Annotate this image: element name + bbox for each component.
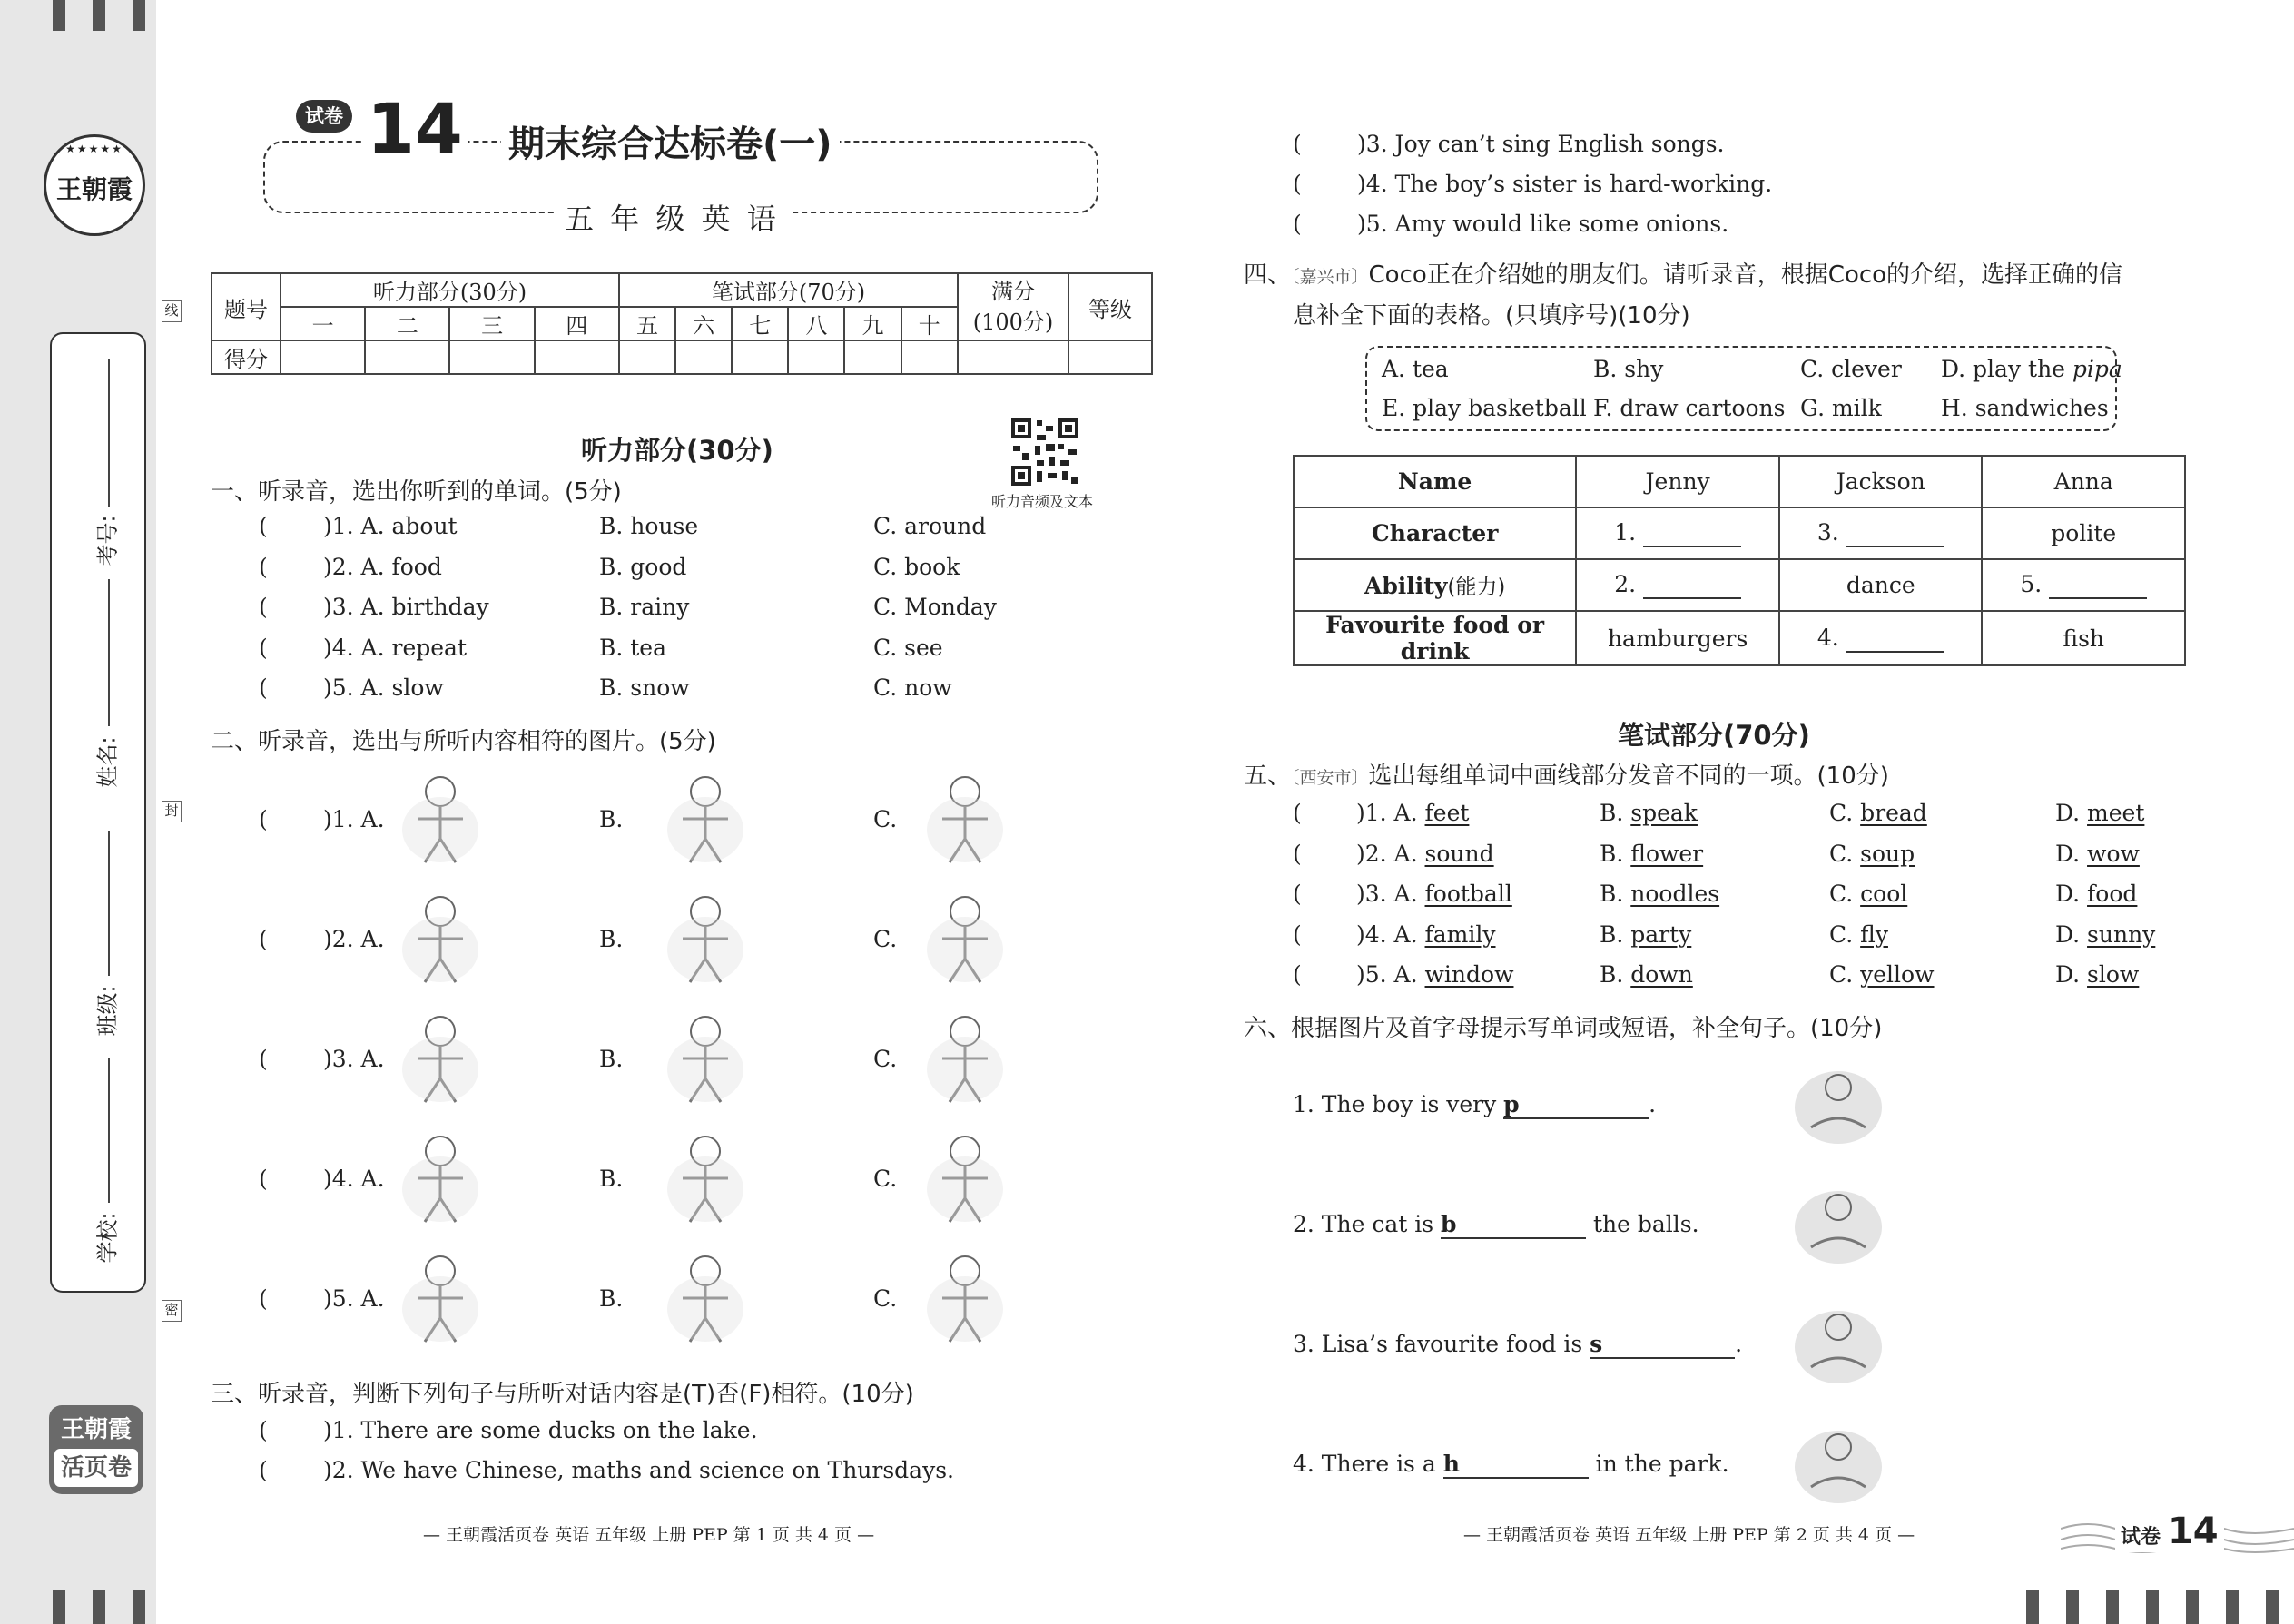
- blank-2[interactable]: 2.: [1576, 559, 1779, 611]
- fill-sentence: 4. There is a h in the park.: [1293, 1451, 1729, 1477]
- phonics-option: )5. A. window: [1356, 961, 1514, 988]
- girl-piano-picture[interactable]: [390, 766, 490, 866]
- phonics-option: C. cool: [1829, 881, 1908, 907]
- option-f: F. draw cartoons: [1593, 395, 1786, 421]
- anna-character: polite: [1982, 507, 2185, 559]
- option-a: )4. A. repeat: [323, 634, 467, 661]
- phonics-option: C. bread: [1829, 800, 1927, 826]
- tf-statement: )4. The boy’s sister is hard-working.: [1357, 171, 1773, 197]
- answer-paren[interactable]: (: [259, 553, 268, 580]
- girl-cake-picture[interactable]: [915, 766, 1015, 866]
- col-5: 五: [619, 307, 675, 340]
- phonics-word: speak: [1630, 800, 1698, 826]
- full-score-cell: 满分 (100分): [958, 273, 1068, 340]
- phonics-option: C. yellow: [1829, 961, 1935, 988]
- seal-mark-seal: 封: [162, 801, 182, 822]
- seal-mark-secret: 密: [162, 1300, 182, 1322]
- anna-food: fish: [1982, 611, 2185, 665]
- boy-kungfu-picture[interactable]: [390, 1245, 490, 1345]
- option-e: E. play basketball: [1382, 395, 1587, 421]
- answer-paren[interactable]: (: [1293, 881, 1302, 907]
- tree-house-right-picture[interactable]: [915, 886, 1015, 986]
- answer-paren[interactable]: (: [259, 1285, 268, 1312]
- col-9: 九: [844, 307, 901, 340]
- number-label: 考号:: [94, 515, 121, 566]
- phonics-option: B. down: [1600, 961, 1693, 988]
- phonics-word: sound: [1424, 840, 1494, 867]
- th-anna: Anna: [1982, 456, 2185, 507]
- jackson-ability: dance: [1779, 559, 1983, 611]
- option-a-label: )3. A.: [323, 1046, 385, 1072]
- option-b-label: B.: [599, 806, 624, 832]
- boy-pingpong-picture[interactable]: [915, 1245, 1015, 1345]
- footer-right: — 王朝霞活页卷 英语 五年级 上册 PEP 第 2 页 共 4 页 —: [1463, 1525, 1915, 1545]
- option-b: B. snow: [599, 674, 690, 701]
- name-label: 姓名:: [94, 736, 121, 788]
- boy-eating-picture[interactable]: [655, 1126, 755, 1225]
- listening-heading: 听力部分(30分): [581, 435, 773, 466]
- phonics-word: wow: [2087, 840, 2140, 867]
- paper-title: 期末综合达标卷(一): [501, 115, 840, 167]
- answer-paren[interactable]: (: [259, 1046, 268, 1072]
- qr-code-icon[interactable]: [1009, 417, 1080, 487]
- answer-paren[interactable]: (: [259, 1417, 268, 1443]
- phonics-option: D. slow: [2055, 961, 2140, 988]
- option-c: C. see: [873, 634, 943, 661]
- answer-paren[interactable]: (: [1293, 800, 1302, 826]
- option-g: G. milk: [1800, 395, 1882, 421]
- brand-badge: 王朝霞 活页卷: [49, 1405, 143, 1494]
- option-a: )2. A. food: [323, 553, 442, 580]
- option-a: )5. A. slow: [323, 674, 444, 701]
- phonics-word: yellow: [1860, 961, 1935, 988]
- th-jenny: Jenny: [1576, 456, 1779, 507]
- phonics-word: slow: [2087, 961, 2140, 988]
- phonics-word: sunny: [2087, 920, 2156, 948]
- answer-paren[interactable]: (: [259, 1457, 268, 1483]
- phonics-option: D. wow: [2055, 840, 2140, 867]
- phonics-option: C. fly: [1829, 920, 1888, 948]
- school-label: 学校:: [94, 1212, 121, 1264]
- tree-house-left-picture[interactable]: [390, 886, 490, 986]
- score-blank[interactable]: [281, 340, 365, 374]
- score-table: [211, 272, 1153, 375]
- option-a-label: )4. A.: [323, 1166, 385, 1192]
- answer-paren[interactable]: (: [1293, 961, 1302, 988]
- answer-blank[interactable]: p: [1503, 1091, 1649, 1119]
- answer-blank[interactable]: b: [1441, 1211, 1586, 1239]
- option-b-label: B.: [599, 1285, 624, 1312]
- footer-badge: 试卷 14: [2115, 1511, 2224, 1552]
- woman-teacher-picture[interactable]: [915, 1126, 1015, 1225]
- option-c-label: C.: [873, 1046, 898, 1072]
- phonics-word: meet: [2087, 800, 2145, 826]
- phonics-word: window: [1424, 961, 1514, 988]
- section-4-title-1: 四、〔嘉兴市〕Coco正在介绍她的朋友们。请听录音，根据Coco的介绍，选择正确的信: [1244, 261, 2123, 289]
- fill-sentence: 1. The boy is very p .: [1293, 1091, 1657, 1117]
- th-name: Name: [1294, 456, 1576, 507]
- col-2: 二: [365, 307, 449, 340]
- seal-mark-line: 线: [162, 300, 182, 322]
- option-b: B. tea: [599, 634, 667, 661]
- col-3: 三: [449, 307, 534, 340]
- option-c-label: C.: [873, 806, 898, 832]
- phonics-word: bread: [1860, 800, 1927, 826]
- col-6: 六: [675, 307, 732, 340]
- option-b-label: B.: [599, 1046, 624, 1072]
- answer-paren[interactable]: (: [259, 926, 268, 952]
- phonics-option: B. flower: [1600, 840, 1704, 867]
- option-c: C. around: [873, 513, 987, 539]
- phonics-word: food: [2087, 881, 2138, 907]
- answer-paren[interactable]: (: [259, 806, 268, 832]
- phonics-option: B. speak: [1600, 800, 1698, 826]
- phonics-option: B. noodles: [1600, 881, 1720, 907]
- option-a-label: )1. A.: [323, 806, 385, 832]
- option-c: C. clever: [1800, 356, 1902, 382]
- option-b: B. house: [599, 513, 699, 539]
- col-8: 八: [788, 307, 844, 340]
- logo-text: 王朝霞: [55, 174, 133, 204]
- row-ability: Ability(能力): [1294, 559, 1576, 611]
- option-a-label: )2. A.: [323, 926, 385, 952]
- salad-picture: [1784, 1294, 1893, 1394]
- option-d: D. play the pipa: [1941, 356, 2122, 382]
- man-cooking-picture[interactable]: [390, 1126, 490, 1225]
- answer-paren[interactable]: (: [259, 594, 268, 620]
- phonics-word: family: [1424, 920, 1496, 948]
- option-a: )3. A. birthday: [323, 594, 489, 620]
- writing-heading: 笔试部分(70分): [1618, 720, 1810, 751]
- blank-4[interactable]: 4.: [1779, 611, 1983, 665]
- option-a: A. tea: [1382, 356, 1449, 382]
- th-jackson: Jackson: [1779, 456, 1983, 507]
- blank-1[interactable]: 1.: [1576, 507, 1779, 559]
- option-b-label: B.: [599, 1166, 624, 1192]
- option-c-label: C.: [873, 926, 898, 952]
- phonics-option: D. sunny: [2055, 920, 2156, 948]
- option-a: )1. A. about: [323, 513, 458, 539]
- section-3-title: 三、听录音，判断下列句子与所听对话内容是(T)否(F)相符。(10分): [211, 1381, 914, 1408]
- col-7: 七: [732, 307, 788, 340]
- fill-sentence: 3. Lisa’s favourite food is s .: [1293, 1331, 1743, 1357]
- phonics-option: C. soup: [1829, 840, 1915, 867]
- option-b: B. good: [599, 553, 687, 580]
- footer-left: — 王朝霞活页卷 英语 五年级 上册 PEP 第 1 页 共 4 页 —: [423, 1525, 875, 1545]
- phonics-word: cool: [1860, 881, 1908, 907]
- phonics-word: party: [1630, 920, 1692, 948]
- phonics-option: D. food: [2055, 881, 2138, 907]
- phonics-option: )3. A. football: [1356, 881, 1512, 907]
- cat-balls-picture: [1784, 1175, 1893, 1275]
- class-label: 班级:: [94, 985, 121, 1037]
- phonics-word: noodles: [1630, 881, 1720, 907]
- phonics-option: D. meet: [2055, 800, 2145, 826]
- phonics-word: down: [1630, 961, 1693, 988]
- option-c: C. Monday: [873, 594, 997, 620]
- answer-blank[interactable]: s: [1590, 1331, 1735, 1359]
- answer-paren[interactable]: (: [259, 674, 268, 701]
- answer-paren[interactable]: (: [259, 513, 268, 539]
- score-row-label: 得分: [212, 340, 281, 374]
- option-a-label: )5. A.: [323, 1285, 385, 1312]
- phonics-option: B. party: [1600, 920, 1692, 948]
- blank-5[interactable]: 5.: [1982, 559, 2185, 611]
- option-c-label: C.: [873, 1285, 898, 1312]
- option-b-label: B.: [599, 926, 624, 952]
- option-h: H. sandwiches: [1941, 395, 2109, 421]
- option-c: C. now: [873, 674, 952, 701]
- writing-score-header: 笔试部分(70分): [619, 273, 958, 307]
- col-4: 四: [535, 307, 619, 340]
- answer-blank[interactable]: h: [1443, 1451, 1589, 1479]
- father-son-picture: [1784, 1055, 1893, 1155]
- hill-picture: [1784, 1414, 1893, 1514]
- answer-paren[interactable]: (: [1293, 211, 1302, 237]
- listening-score-header: 听力部分(30分): [281, 273, 619, 307]
- tihao-cell: 题号: [212, 273, 281, 340]
- paper-number: 14: [361, 93, 468, 165]
- phonics-word: football: [1424, 881, 1512, 907]
- paper-subtitle: 五 年 级 英 语: [554, 196, 791, 238]
- answer-paren[interactable]: (: [1293, 131, 1302, 157]
- section-2-title: 二、听录音，选出与所听内容相符的图片。(5分): [211, 728, 716, 755]
- friends-table: [1293, 455, 2186, 666]
- answer-paren[interactable]: (: [1293, 840, 1302, 867]
- phonics-option: )4. A. family: [1356, 920, 1496, 948]
- boy-football-picture[interactable]: [655, 1245, 755, 1345]
- tree-house-mid-picture[interactable]: [655, 886, 755, 986]
- publisher-logo: ★★★★★ 王朝霞: [44, 134, 145, 236]
- tf-statement: )1. There are some ducks on the lake.: [323, 1417, 758, 1443]
- blank-3[interactable]: 3.: [1779, 507, 1983, 559]
- girl-reading-picture[interactable]: [655, 766, 755, 866]
- col-10: 十: [901, 307, 958, 340]
- col-1: 一: [281, 307, 365, 340]
- answer-paren[interactable]: (: [259, 634, 268, 661]
- phonics-option: )1. A. feet: [1356, 800, 1470, 826]
- tf-statement: )5. Amy would like some onions.: [1357, 211, 1729, 237]
- qr-caption: 听力音频及文本: [991, 493, 1094, 510]
- option-c-label: C.: [873, 1166, 898, 1192]
- phonics-word: flower: [1630, 840, 1704, 867]
- section-4-title-2: 息补全下面的表格。(只填序号)(10分): [1293, 302, 1690, 330]
- row-food: Favourite food or drink: [1294, 611, 1576, 665]
- answer-paren[interactable]: (: [1293, 171, 1302, 197]
- phonics-word: soup: [1860, 840, 1915, 867]
- paper-badge: 试卷: [296, 100, 352, 133]
- section-5-title: 五、〔西安市〕选出每组单词中画线部分发音不同的一项。(10分): [1244, 763, 1889, 790]
- student-info-box: [50, 332, 146, 1293]
- section-6-title: 六、根据图片及首字母提示写单词或短语，补全句子。(10分): [1244, 1015, 1883, 1042]
- phonics-word: fly: [1860, 920, 1888, 948]
- grade-cell: 等级: [1068, 273, 1152, 340]
- option-b: B. shy: [1593, 356, 1664, 382]
- salad-bowl-picture[interactable]: [655, 1006, 755, 1106]
- option-c: C. book: [873, 553, 960, 580]
- phonics-word: feet: [1424, 800, 1470, 826]
- sandwich-picture[interactable]: [915, 1006, 1015, 1106]
- jenny-food: hamburgers: [1576, 611, 1779, 665]
- answer-paren[interactable]: (: [259, 1166, 268, 1192]
- tf-statement: )2. We have Chinese, maths and science on Thursdays.: [323, 1457, 954, 1483]
- phonics-option: )2. A. sound: [1356, 840, 1494, 867]
- fill-sentence: 2. The cat is b the balls.: [1293, 1211, 1699, 1237]
- fruit-bowl-picture[interactable]: [390, 1006, 490, 1106]
- section-1-title: 一、听录音，选出你听到的单词。(5分): [211, 478, 622, 506]
- answer-paren[interactable]: (: [1293, 920, 1302, 948]
- tf-statement: )3. Joy can’t sing English songs.: [1357, 131, 1725, 157]
- option-b: B. rainy: [599, 594, 690, 620]
- row-character: Character: [1294, 507, 1576, 559]
